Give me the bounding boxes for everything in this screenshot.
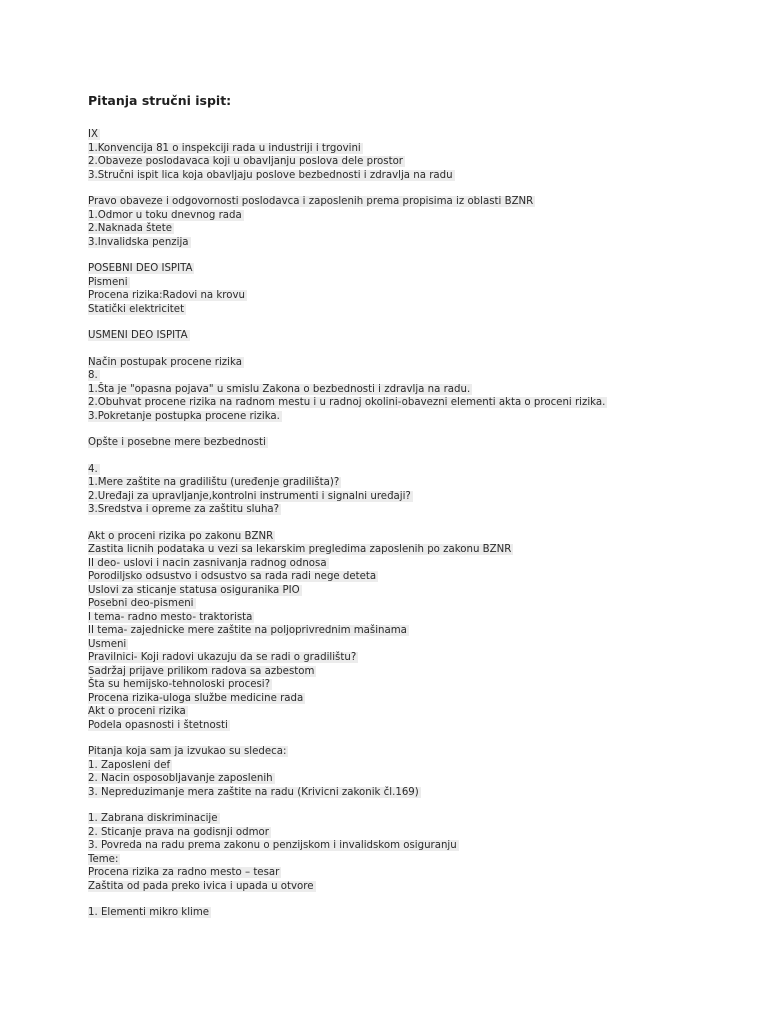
text-line-content: 2.Uređaji za upravljanje,kontrolni instrumenti i signalni uređaji? [88, 490, 411, 502]
text-line-content: 2. Sticanje prava na godisnji odmor [88, 826, 269, 838]
text-line-content: 1. Elementi mikro klime [88, 907, 210, 918]
text-line-content: 1.Konvencija 81 o inspekciji rada u industriji i trgovini [88, 142, 361, 154]
text-line [88, 651, 728, 665]
text-line-content: 1. Zabrana diskriminacije [88, 813, 218, 824]
text-line-content: Statički elektricitet [88, 303, 185, 315]
text-line-content: Usmeni [88, 638, 127, 650]
text-line-content: POSEBNI DEO ISPITA [88, 263, 193, 274]
text-line [88, 543, 728, 557]
text-line-content: Pravo obaveze i odgovornosti poslodavca i zaposlenih prema propisima iz oblasti BZNR [88, 196, 534, 207]
text-block [88, 436, 728, 450]
text-line-content: II deo- uslovi i nacin zasnivanja radnog odnosa [88, 557, 327, 569]
text-line-content: 2. Nacin osposobljavanje zaposlenih [88, 773, 273, 784]
text-line-content: IX [88, 129, 98, 140]
text-line [88, 678, 728, 692]
text-line [88, 262, 728, 276]
document-page [88, 92, 728, 933]
text-line-content: Zastita licnih podataka u vezi sa lekarskim pregledima zaposlenih po zakonu BZNR [88, 544, 512, 555]
text-block [88, 812, 728, 893]
text-line [88, 638, 728, 652]
text-line [88, 289, 728, 303]
text-line [88, 195, 728, 209]
text-line-content: Posebni deo-pismeni [88, 598, 194, 609]
text-line [88, 463, 728, 477]
text-line-content: Način postupak procene rizika [88, 356, 242, 368]
text-block [88, 745, 728, 799]
text-line-content: 2.Obuhvat procene rizika na radnom mestu i u radnoj okolini-obavezni elementi akta o proceni rizika. [88, 397, 606, 408]
text-line-content: Procena rizika za radno mesto – tesar [88, 867, 280, 878]
text-line-content: 1.Odmor u toku dnevnog rada [88, 209, 242, 221]
text-line [88, 812, 728, 826]
text-line-content: Pravilnici- Koji radovi ukazuju da se radi o gradilištu? [88, 652, 357, 663]
text-line-content: 3.Sredstva i opreme za zaštitu sluha? [88, 504, 280, 515]
text-line [88, 826, 728, 840]
text-line [88, 786, 728, 800]
text-block [88, 463, 728, 517]
text-line [88, 772, 728, 786]
text-line-content: 3. Nepreduzimanje mera zaštite na radu (Krivicni zakonik čl.169) [88, 786, 419, 798]
text-line-content: 3.Invalidska penzija [88, 236, 189, 248]
text-line [88, 303, 728, 317]
text-line [88, 866, 728, 880]
text-line [88, 839, 728, 853]
text-line [88, 759, 728, 773]
text-block [88, 329, 728, 343]
text-line [88, 853, 728, 867]
text-line-content: Opšte i posebne mere bezbednosti [88, 437, 266, 448]
text-block [88, 128, 728, 182]
text-line-content: Teme: [88, 853, 119, 865]
text-line-content: 1.Šta je "opasna pojava" u smislu Zakona o bezbednosti i zdravlja na radu. [88, 383, 471, 395]
text-line-content: Akt o proceni rizika [88, 706, 186, 717]
text-line [88, 396, 728, 410]
text-line-content: I tema- radno mesto- traktorista [88, 611, 253, 623]
text-line [88, 329, 728, 343]
text-line-content: 8. [88, 370, 98, 381]
text-block [88, 530, 728, 733]
text-line-content: 2.Naknada štete [88, 223, 172, 234]
text-line [88, 745, 728, 759]
text-line [88, 276, 728, 290]
text-line-content: Pitanja koja sam ja izvukao su sledeca: [88, 746, 287, 757]
text-block [88, 356, 728, 424]
text-line [88, 597, 728, 611]
text-line-content: Uslovi za sticanje statusa osiguranika PIO [88, 584, 300, 596]
text-line [88, 209, 728, 223]
text-line-content: II tema- zajednicke mere zaštite na poljoprivrednim mašinama [88, 625, 407, 636]
text-line [88, 356, 728, 370]
text-line [88, 584, 728, 598]
text-line-content: Pismeni [88, 276, 128, 288]
text-line [88, 692, 728, 706]
text-line [88, 611, 728, 625]
text-line-content: Zaštita od pada preko ivica i upada u otvore [88, 880, 314, 892]
text-line [88, 880, 728, 894]
text-line [88, 222, 728, 236]
text-line [88, 155, 728, 169]
text-line [88, 383, 728, 397]
text-line [88, 128, 728, 142]
text-line [88, 142, 728, 156]
text-line [88, 719, 728, 733]
text-line [88, 476, 728, 490]
text-line [88, 369, 728, 383]
text-line-content: 1. Zaposleni def [88, 759, 171, 771]
text-line-content: USMENI DEO ISPITA [88, 330, 188, 341]
text-line [88, 705, 728, 719]
text-line [88, 906, 728, 920]
text-line-content: Porodiljsko odsustvo i odsustvo sa rada radi nege deteta [88, 571, 377, 582]
text-line-content: Podela opasnosti i štetnosti [88, 719, 228, 731]
text-line [88, 410, 728, 424]
text-line-content: Sadržaj prijave prilikom radova sa azbestom [88, 665, 315, 677]
text-line [88, 503, 728, 517]
text-line [88, 436, 728, 450]
text-line-content: 2.Obaveze poslodavaca koji u obavljanju poslova dele prostor [88, 156, 403, 167]
text-line-content: Akt o proceni rizika po zakonu BZNR [88, 530, 274, 542]
text-line-content: Šta su hemijsko-tehnoloski procesi? [88, 679, 271, 690]
text-line [88, 169, 728, 183]
text-line-content: Procena rizika-uloga službe medicine rada [88, 692, 304, 704]
text-line [88, 236, 728, 250]
text-line [88, 490, 728, 504]
text-line [88, 624, 728, 638]
text-line-content: 3.Pokretanje postupka procene rizika. [88, 410, 280, 422]
text-line-content: 3.Stručni ispit lica koja obavljaju poslove bezbednosti i zdravlja na radu [88, 169, 453, 181]
text-line-content: 1.Mere zaštite na gradilištu (uređenje gradilišta)? [88, 477, 340, 488]
text-line [88, 570, 728, 584]
text-line [88, 530, 728, 544]
text-line-content: Procena rizika:Radovi na krovu [88, 290, 245, 301]
text-block [88, 906, 728, 920]
text-line-content: 4. [88, 463, 98, 475]
document-title: Pitanja stručni ispit: [88, 93, 232, 108]
document-body [88, 128, 728, 920]
text-line [88, 665, 728, 679]
text-line [88, 557, 728, 571]
text-block [88, 262, 728, 316]
text-block [88, 195, 728, 249]
text-line-content: 3. Povreda na radu prema zakonu o penzijskom i invalidskom osiguranju [88, 840, 457, 851]
